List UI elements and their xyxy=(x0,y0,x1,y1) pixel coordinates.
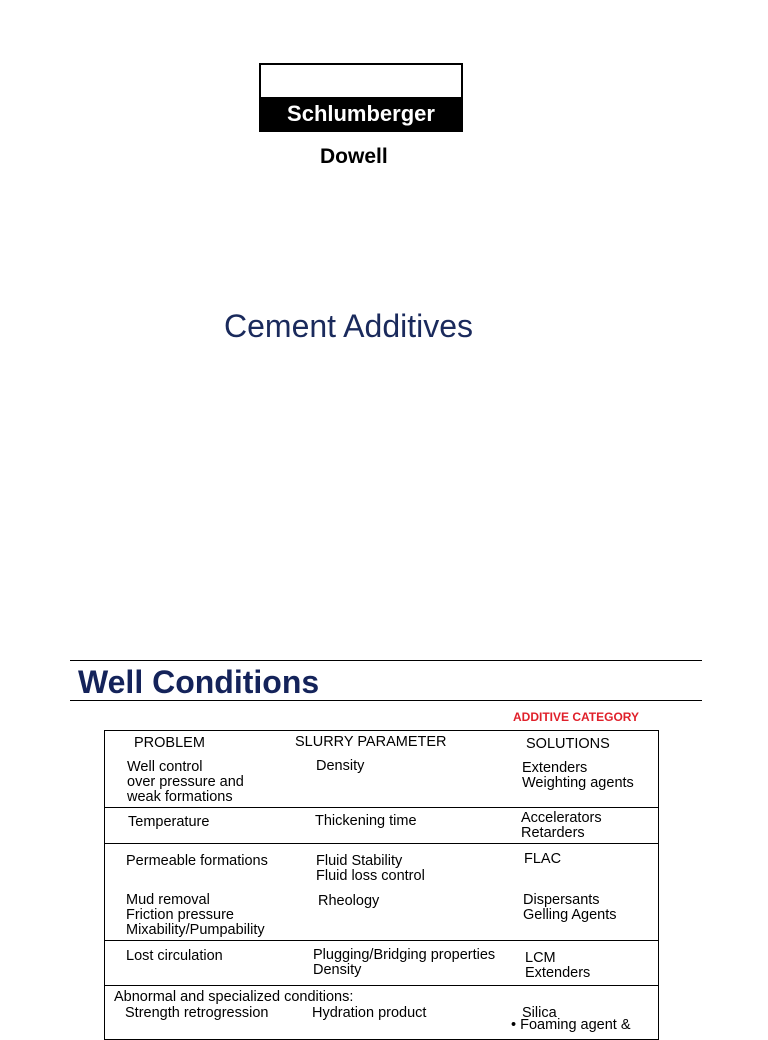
table-cell-parameter: Thickening time xyxy=(315,813,417,829)
table-cell-solutions: Extenders Weighting agents xyxy=(522,760,634,791)
additive-category-label: ADDITIVE CATEGORY xyxy=(513,710,640,724)
table-cell-problem: Permeable formations xyxy=(126,853,268,869)
column-header-slurry-parameter: SLURRY PARAMETER xyxy=(295,734,447,750)
slide-title: Cement Additives xyxy=(224,308,474,344)
table-cell-parameter: Hydration product xyxy=(312,1005,427,1021)
table-cell-parameter: Rheology xyxy=(318,893,380,909)
bullet-icon: • xyxy=(511,1017,521,1033)
row-divider xyxy=(104,807,659,808)
table-cell-problem: Mud removal Friction pressure Mixability/Pumpability xyxy=(126,892,265,938)
table-cell-parameter: Fluid Stability Fluid loss control xyxy=(316,853,425,884)
table-cell-problem: Lost circulation xyxy=(126,948,223,964)
division-name: Dowell xyxy=(320,145,388,168)
table-cell-solutions: LCM Extenders xyxy=(525,950,591,981)
table-cell-parameter: Density xyxy=(316,758,365,774)
table-cell-solutions: FLAC xyxy=(524,851,562,867)
top-rule xyxy=(70,660,702,661)
table-cell-parameter: Plugging/Bridging properties Density xyxy=(313,947,496,978)
table-cell-solutions xyxy=(511,1018,631,1033)
schlumberger-logo xyxy=(259,63,463,132)
abnormal-conditions-heading: Abnormal and specialized conditions: xyxy=(114,989,354,1005)
table-cell-problem: Temperature xyxy=(128,814,210,830)
row-divider xyxy=(104,843,659,844)
table-cell-solutions-text: Foaming agent & xyxy=(520,1017,631,1033)
table-cell-problem: Well control over pressure and weak formations xyxy=(127,759,244,805)
table-cell-solutions: Dispersants Gelling Agents xyxy=(523,892,617,923)
column-header-solutions: SOLUTIONS xyxy=(526,736,610,752)
row-divider xyxy=(104,940,659,941)
row-divider xyxy=(104,985,659,986)
table-cell-solutions: Accelerators Retarders xyxy=(521,810,602,841)
slide-heading: Well Conditions xyxy=(78,664,320,700)
logo-brand-text: Schlumberger xyxy=(261,97,461,130)
table-cell-solutions: Silica xyxy=(522,1005,557,1021)
heading-underline xyxy=(70,700,702,701)
column-header-problem: PROBLEM xyxy=(134,735,205,751)
table-cell-problem: Strength retrogression xyxy=(125,1005,269,1021)
